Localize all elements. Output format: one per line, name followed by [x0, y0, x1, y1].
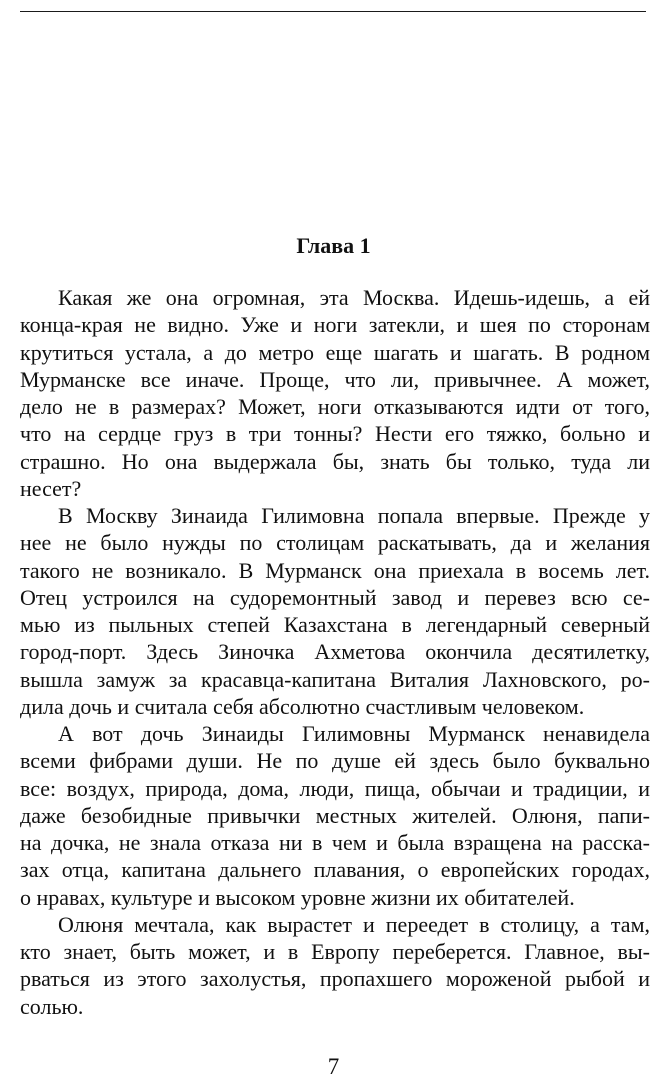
text-line: В Москву Зинаида Гилимовна попала впервые. Прежде у	[58, 503, 650, 528]
text-line: на дочка, не знала отказа ни в чем и была взращена на расска-	[20, 830, 650, 855]
header-rule	[20, 11, 646, 12]
text-line: Какая же она огромная, эта Москва. Идешь-идешь, а ей	[58, 285, 650, 310]
text-line: дело не в размерах? Может, ноги отказываются идти от того,	[20, 394, 650, 419]
body-text	[20, 284, 650, 1020]
text-line: даже безобидные привычки местных жителей. Олюня, папи-	[20, 802, 650, 828]
text-line: несет?	[20, 475, 82, 501]
paragraph	[20, 911, 650, 1020]
text-line: страшно. Но она выдержала бы, знать бы только, туда ли	[20, 448, 650, 474]
text-line: дила дочь и считала себя абсолютно счастливым человеком.	[20, 693, 585, 719]
paragraph	[20, 720, 650, 911]
text-line: рваться из этого захолустья, пропахшего мороженой рыбой и	[20, 966, 650, 992]
text-line: конца-края не видно. Уже и ноги затекли, и шея по сторонам	[20, 312, 650, 338]
text-line: все: воздух, природа, дома, люди, пища, обычаи и традиции, и	[20, 775, 650, 801]
text-line: зах отца, капитана дальнего плавания, о европейских городах,	[20, 857, 650, 883]
text-line: что на сердце груз в три тонны? Нести его тяжко, больно и	[20, 421, 650, 447]
text-line: Отец устроился на судоремонтный завод и перевез всю се-	[20, 584, 650, 610]
chapter-title: Глава 1	[296, 233, 371, 258]
text-line: вышла замуж за красавца-капитана Виталия Лахновского, ро-	[20, 666, 650, 692]
text-line: о нравах, культуре и высоком уровне жизни их обитателей.	[20, 884, 575, 910]
paragraph	[20, 502, 650, 720]
text-line: солью.	[20, 993, 84, 1019]
text-line: кто знает, быть может, и в Европу переберется. Главное, вы-	[20, 939, 650, 964]
text-line: город-порт. Здесь Зиночка Ахметова окончила десятилетку,	[20, 639, 650, 665]
text-line: Мурманске все иначе. Проще, что ли, привычнее. А может,	[20, 366, 650, 392]
text-line: нее не было нужды по столицам раскатывать, да и желания	[20, 530, 650, 556]
text-line: мью из пыльных степей Казахстана в легендарный северный	[20, 612, 650, 637]
text-line: такого не возникало. В Мурманск она приехала в восемь лет.	[20, 557, 650, 583]
paragraph	[20, 284, 650, 502]
text-line: Олюня мечтала, как вырастет и переедет в столицу, а там,	[58, 911, 650, 937]
page-number: 7	[327, 1054, 340, 1079]
text-line: А вот дочь Зинаиды Гилимовны Мурманск ненавидела	[58, 721, 650, 746]
text-line: крутиться устала, а до метро еще шагать и шагать. В родном	[20, 339, 650, 365]
text-line: всеми фибрами души. Не по душе ей здесь было буквально	[20, 748, 650, 774]
